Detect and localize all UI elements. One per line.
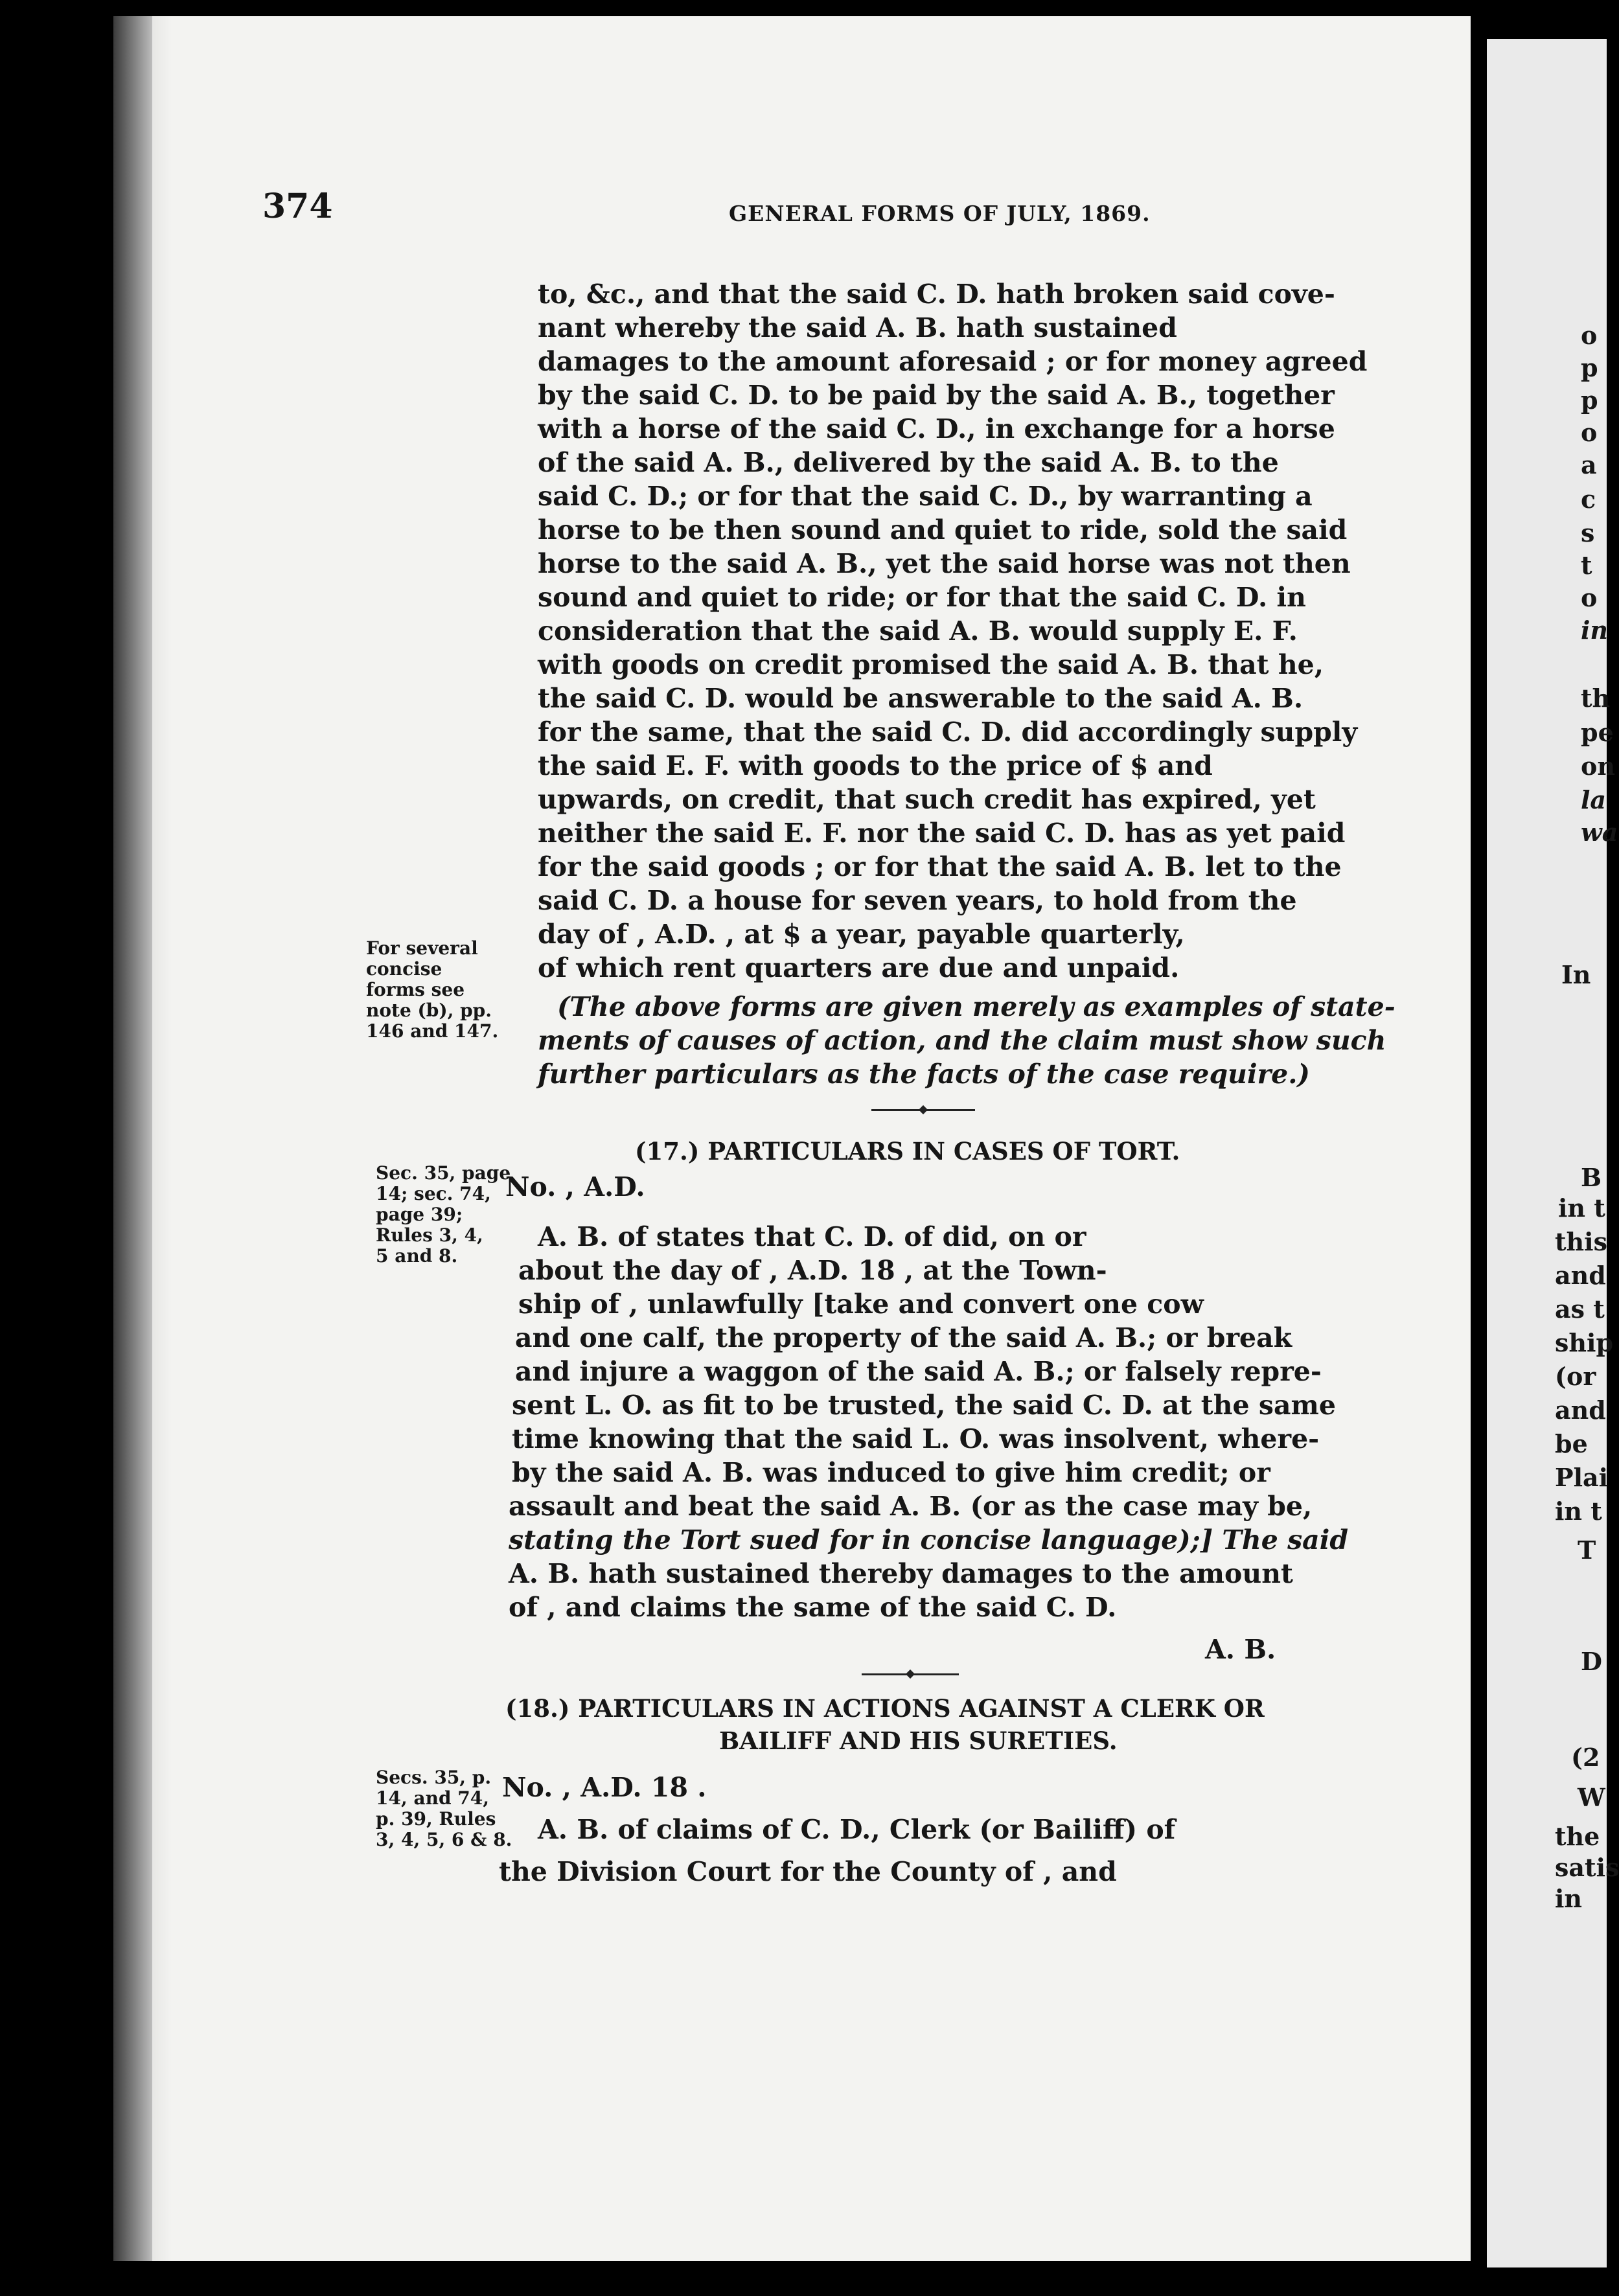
fragment: s [1581, 518, 1595, 547]
fragment: t [1581, 551, 1592, 580]
fragment: in [1581, 615, 1609, 645]
fragment: c [1581, 485, 1596, 514]
margin-note-line: 3, 4, 5, 6 & 8. [376, 1829, 512, 1850]
fragment: this [1555, 1227, 1608, 1256]
body-line: upwards, on credit, that such credit has expired, yet [538, 784, 1316, 815]
fragment: pe [1581, 718, 1614, 747]
margin-note-line: 14, and 74, [376, 1787, 489, 1809]
fragment: W [1578, 1783, 1605, 1812]
form-line: of , and claims the same of the said C. D. [509, 1592, 1117, 1623]
margin-note-line: forms see [366, 979, 465, 1000]
fragment: and [1555, 1261, 1606, 1290]
margin-note-line: 14; sec. 74, [376, 1183, 491, 1204]
fragment: Plai [1555, 1463, 1609, 1492]
body-line: with goods on credit promised the said A. B. that he, [538, 649, 1324, 680]
fragment: a [1581, 450, 1597, 479]
fragment: T [1578, 1535, 1596, 1565]
form-line: and one calf, the property of the said A. B.; or break [515, 1322, 1292, 1353]
fragment: in [1555, 1884, 1583, 1913]
section-18-heading: (18.) PARTICULARS IN ACTIONS AGAINST A CLERK OR [505, 1694, 1265, 1723]
fragment: and [1555, 1395, 1606, 1425]
margin-note-line: Secs. 35, p. [376, 1767, 492, 1788]
margin-note-line: p. 39, Rules [376, 1808, 496, 1830]
form-line: A. B. of states that C. D. of did, on or [538, 1221, 1086, 1252]
page-binding-shadow [113, 16, 152, 2261]
body-line: nant whereby the said A. B. hath sustained [538, 312, 1177, 343]
body-line: sound and quiet to ride; or for that the said C. D. in [538, 582, 1306, 613]
section-18-heading-line2: BAILIFF AND HIS SURETIES. [719, 1727, 1118, 1755]
body-line: with a horse of the said C. D., in exchange for a horse [538, 413, 1335, 444]
body-line: damages to the amount aforesaid ; or for money agreed [538, 346, 1368, 377]
fragment: (or [1555, 1362, 1596, 1391]
fragment: p [1581, 385, 1598, 415]
fragment: satis [1555, 1853, 1619, 1882]
form-line: by the said A. B. was induced to give him credit; or [512, 1457, 1270, 1488]
margin-note-line: concise [366, 958, 442, 980]
body-line: for the same, that the said C. D. did accordingly supply [538, 717, 1358, 748]
body-line: of which rent quarters are due and unpaid. [538, 952, 1180, 983]
page-gutter [1471, 0, 1487, 2296]
body-line: said C. D.; or for that the said C. D., by warranting a [538, 481, 1313, 512]
body-line: the said C. D. would be answerable to the said A. B. [538, 683, 1303, 714]
fragment: o [1581, 321, 1598, 350]
body-line: to, &c., and that the said C. D. hath broken said cove- [538, 279, 1335, 310]
signature: A. B. [1205, 1634, 1276, 1665]
fragment: o [1581, 418, 1598, 447]
fragment: in t [1555, 1497, 1602, 1526]
margin-note-line: page 39; [376, 1204, 463, 1225]
form-line: No. , A.D. 18 . [502, 1772, 707, 1803]
fragment: In [1561, 960, 1591, 989]
form-line: and injure a waggon of the said A. B.; or falsely repre- [515, 1356, 1322, 1387]
page-number: 374 [262, 187, 333, 226]
body-line: said C. D. a house for seven years, to hold from the [538, 885, 1297, 916]
body-line: of the said A. B., delivered by the said A. B. to the [538, 447, 1279, 478]
fragment: in t [1558, 1193, 1605, 1223]
form-line: stating the Tort sued for in concise language);] The said [509, 1524, 1348, 1556]
fragment: (2 [1571, 1743, 1600, 1772]
margin-note-line: 146 and 147. [366, 1020, 499, 1042]
form-line: sent L. O. as fit to be trusted, the said C. D. at the same [512, 1390, 1337, 1421]
italic-note-line: ments of causes of action, and the claim must show such [538, 1025, 1386, 1056]
section-17-heading: (17.) PARTICULARS IN CASES OF TORT. [635, 1137, 1180, 1165]
fragment: the [1555, 1822, 1600, 1851]
running-header: GENERAL FORMS OF JULY, 1869. [729, 201, 1151, 226]
fragment: on [1581, 752, 1615, 781]
body-line: consideration that the said A. B. would supply E. F. [538, 615, 1298, 647]
italic-note-line: (The above forms are given merely as examples of state- [557, 991, 1395, 1022]
body-line: by the said C. D. to be paid by the said A. B., together [538, 380, 1335, 411]
body-line: for the said goods ; or for that the said A. B. let to the [538, 851, 1342, 882]
body-line: the said E. F. with goods to the price of $ and [538, 750, 1213, 781]
form-line: ship of , unlawfully [take and convert one cow [518, 1289, 1204, 1320]
fragment: o [1581, 583, 1598, 612]
fragment: wa [1581, 818, 1618, 847]
form-line: A. B. of claims of C. D., Clerk (or Bailiff) of [538, 1814, 1176, 1845]
fragment: th [1581, 683, 1611, 713]
margin-note-line: Sec. 35, page [376, 1162, 511, 1184]
margin-note-line: For several [366, 937, 478, 959]
form-line: the Division Court for the County of , and [499, 1856, 1117, 1887]
margin-note-line: 5 and 8. [376, 1245, 458, 1267]
body-line: day of , A.D. , at $ a year, payable quarterly, [538, 919, 1185, 950]
body-line: neither the said E. F. nor the said C. D. has as yet paid [538, 818, 1346, 849]
italic-note-line: further particulars as the facts of the case require.) [538, 1059, 1310, 1090]
margin-note-line: note (b), pp. [366, 1000, 492, 1021]
fragment: B [1581, 1163, 1602, 1192]
body-line: horse to be then sound and quiet to ride, sold the said [538, 514, 1348, 545]
body-line: horse to the said A. B., yet the said horse was not then [538, 548, 1351, 579]
form-line: A. B. hath sustained thereby damages to the amount [509, 1558, 1293, 1589]
margin-note-line: Rules 3, 4, [376, 1224, 483, 1246]
fragment: be [1555, 1429, 1588, 1458]
form-line: assault and beat the said A. B. (or as the case may be, [509, 1491, 1313, 1522]
fragment: ship [1555, 1328, 1614, 1357]
fragment: p [1581, 353, 1598, 382]
fragment: as t [1555, 1294, 1605, 1324]
fragment: la [1581, 785, 1607, 814]
form-line: time knowing that the said L. O. was insolvent, where- [512, 1423, 1320, 1454]
fragment: D [1581, 1647, 1602, 1676]
form-line: No. , A.D. [505, 1171, 645, 1202]
form-line: about the day of , A.D. 18 , at the Town- [518, 1255, 1107, 1286]
